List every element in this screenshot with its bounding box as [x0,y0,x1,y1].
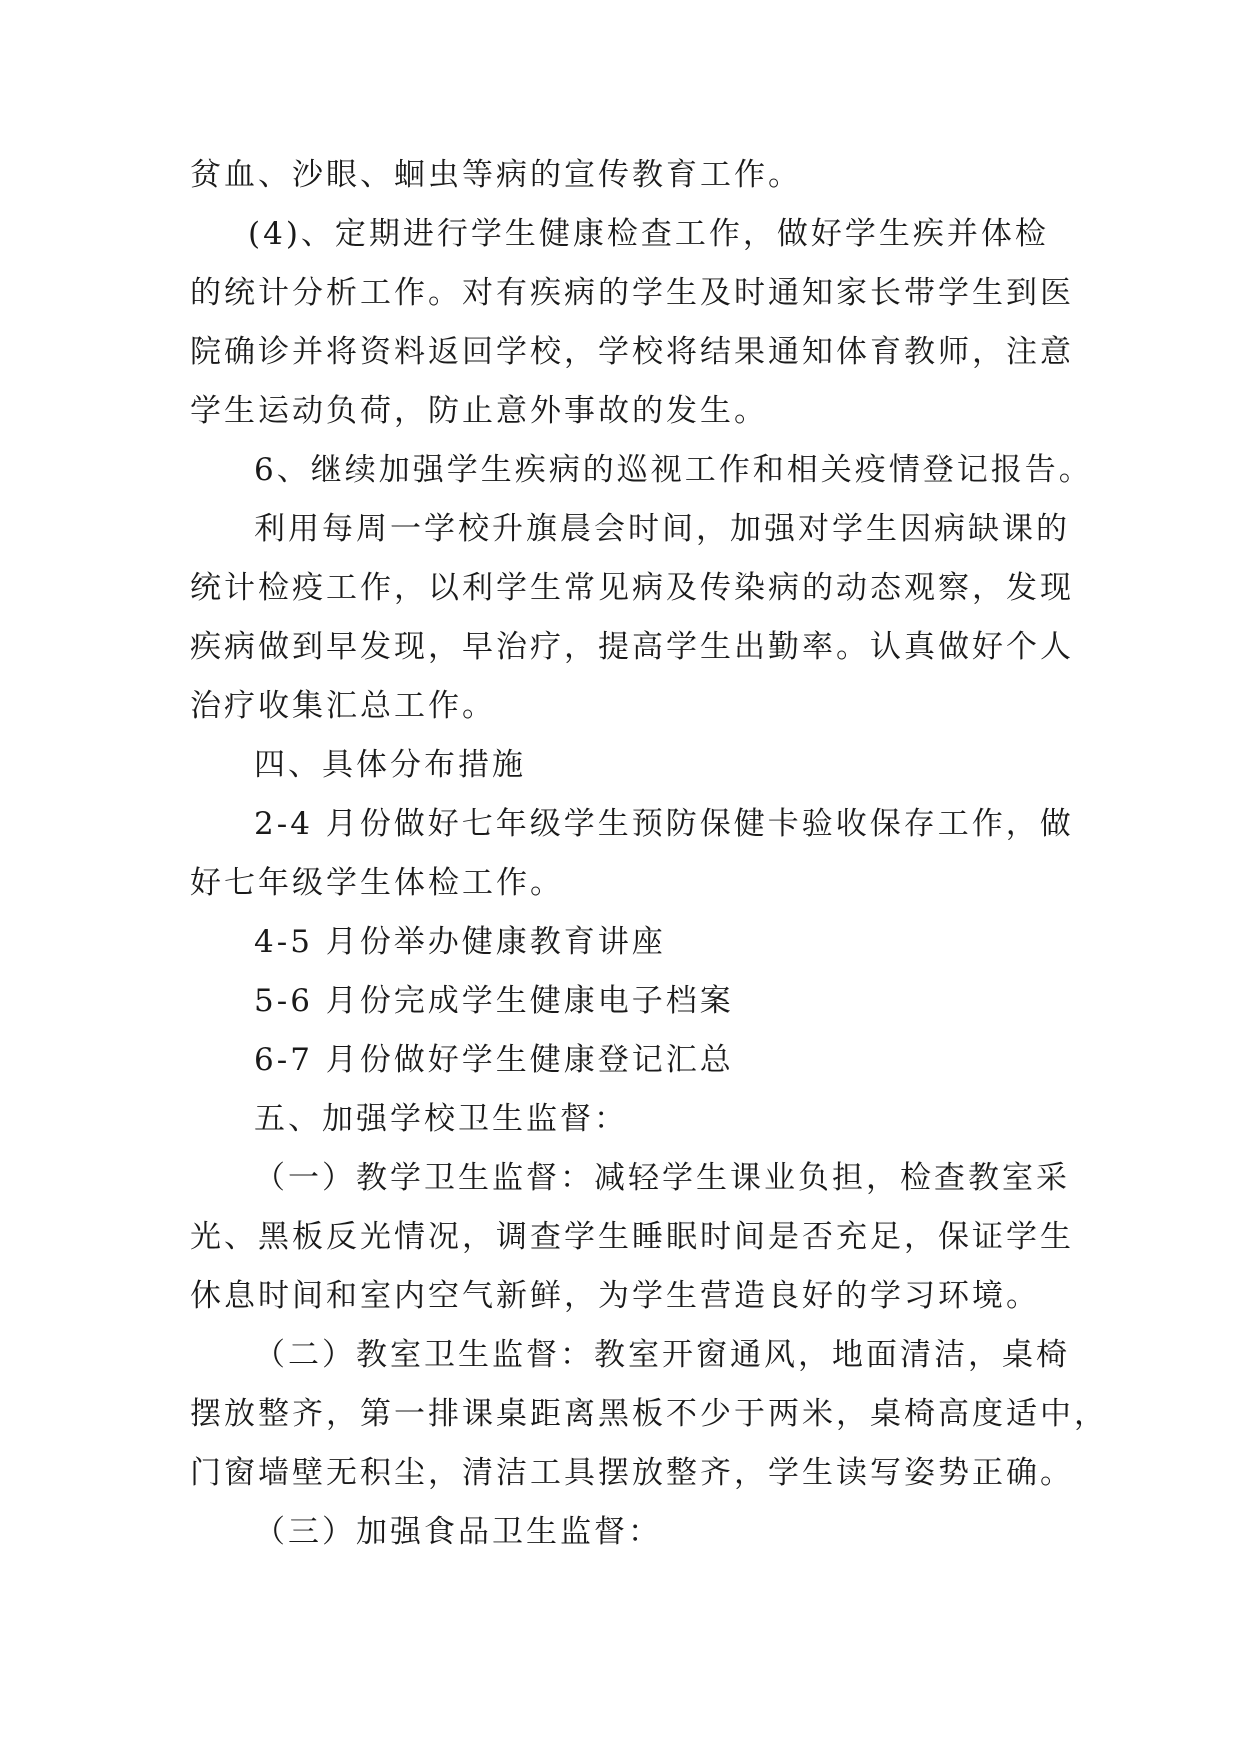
text-line: 门窗墙壁无积尘，清洁工具摆放整齐，学生读写姿势正确。 [190,1455,1074,1491]
text-line: 利用每周一学校升旗晨会时间，加强对学生因病缺课的 [254,511,1070,547]
text-line: 摆放整齐，第一排课桌距离黑板不少于两米，桌椅高度适中， [190,1396,1108,1432]
section-heading: 四、具体分布措施 [254,747,526,783]
text-line: 6-7 月份做好学生健康登记汇总 [254,1042,734,1078]
text-line: （二）教室卫生监督：教室开窗通风，地面清洁，桌椅 [254,1337,1070,1373]
text-line: 院确诊并将资料返回学校，学校将结果通知体育教师，注意 [190,334,1074,370]
document-body [190,155,1108,1571]
text-line: 治疗收集汇总工作。 [190,688,496,724]
text-line: (4)、定期进行学生健康检查工作，做好学生疾并体检 [248,216,1049,252]
text-line: 统计检疫工作，以利学生常见病及传染病的动态观察，发现 [190,570,1074,606]
text-line: （三）加强食品卫生监督： [254,1514,662,1550]
text-line: （一）教学卫生监督：减轻学生课业负担，检查教室采 [254,1160,1070,1196]
text-line: 5-6 月份完成学生健康电子档案 [254,983,734,1019]
text-line: 休息时间和室内空气新鲜，为学生营造良好的学习环境。 [190,1278,1040,1314]
text-line: 疾病做到早发现，早治疗，提高学生出勤率。认真做好个人 [190,629,1074,665]
text-line: 2-4 月份做好七年级学生预防保健卡验收保存工作，做 [254,806,1074,842]
text-line: 光、黑板反光情况，调查学生睡眠时间是否充足，保证学生 [190,1219,1074,1255]
text-line: 4-5 月份举办健康教育讲座 [254,924,666,960]
text-line: 的统计分析工作。对有疾病的学生及时通知家长带学生到医 [190,275,1074,311]
text-line: 贫血、沙眼、蛔虫等病的宣传教育工作。 [190,157,802,193]
text-line: 学生运动负荷，防止意外事故的发生。 [190,393,768,429]
text-line: 好七年级学生体检工作。 [190,865,564,901]
text-line: 6、继续加强学生疾病的巡视工作和相关疫情登记报告。 [254,452,1093,488]
section-heading: 五、加强学校卫生监督： [254,1101,628,1137]
